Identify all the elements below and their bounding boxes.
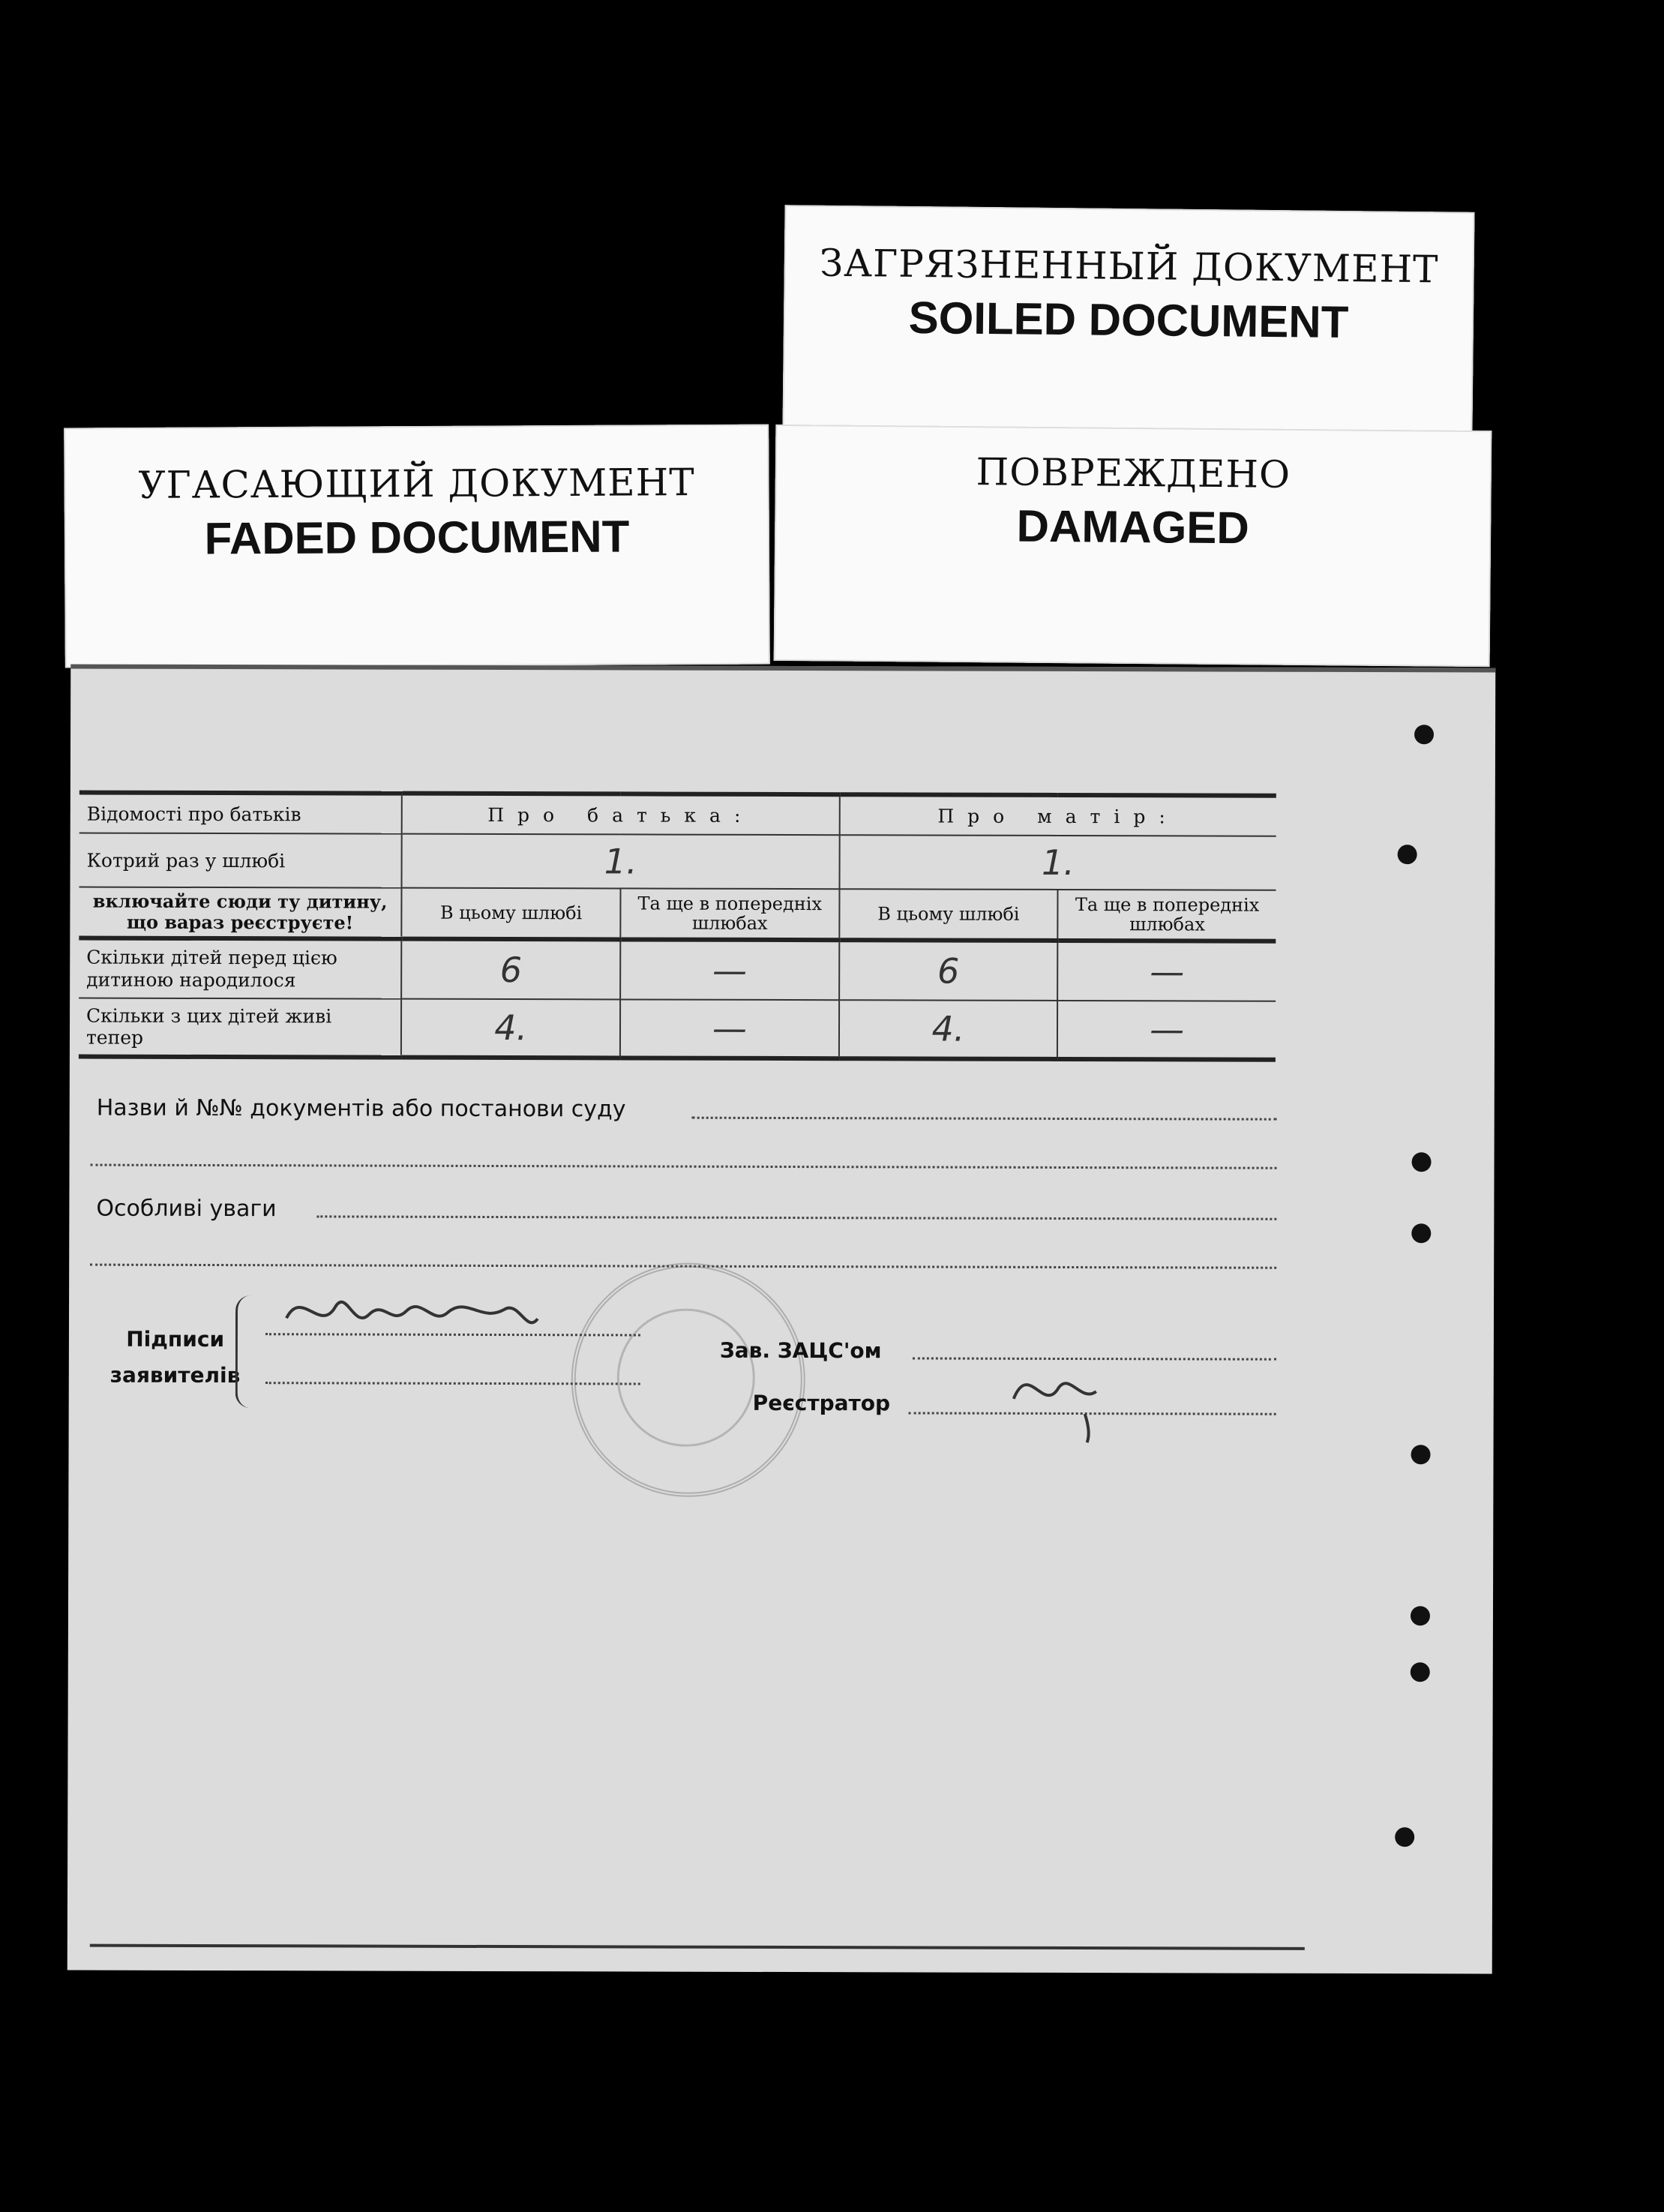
damaged-label-ru: ПОВРЕЖДЕНО [976, 450, 1291, 497]
mother-previous-header: Та ще в попередніх шлюбах [1058, 890, 1276, 941]
header-father: Про батька: [402, 794, 839, 836]
table-header-row [79, 793, 1276, 836]
alive-father-this: 4. [401, 999, 620, 1058]
soiled-label-en: SOILED DOCUMENT [908, 292, 1349, 348]
documents-label: Назви й №№ документів або постанови суду [96, 1094, 626, 1123]
include-note: включайте сюди ту дитину, що вараз реєструєте! [79, 887, 402, 939]
damaged-document-card [774, 425, 1492, 667]
bottom-rule [90, 1944, 1305, 1950]
table-row-born [79, 938, 1276, 1001]
binding-hole [1411, 1606, 1430, 1625]
marriage-mother-value: 1. [839, 835, 1276, 890]
marriage-father-value: 1. [402, 834, 839, 890]
binding-hole [1395, 1827, 1414, 1847]
alive-label: Скільки з цих дітей живі тепер [79, 998, 402, 1058]
damaged-label-en: DAMAGED [1016, 500, 1250, 554]
applicants-signatures-label [110, 1322, 241, 1394]
applicant-signature-scribble [279, 1280, 609, 1349]
alive-father-prev: — [620, 999, 839, 1058]
born-mother-this: 6 [839, 940, 1058, 1001]
table-row-include [79, 887, 1276, 941]
faded-document-card [64, 425, 770, 668]
documents-dotted-line-2 [91, 1164, 1277, 1169]
registrar-signature-scribble [999, 1346, 1134, 1444]
mother-this-marriage-header: В цьому шлюбі [839, 889, 1058, 941]
born-label: Скільки дітей перед цією дитиною народилося [79, 938, 402, 999]
faded-label-en: FADED DOCUMENT [204, 511, 630, 564]
remarks-label: Особливі уваги [96, 1195, 277, 1223]
soiled-document-card [782, 205, 1474, 437]
binding-hole [1411, 1662, 1430, 1682]
binding-hole [1412, 1152, 1432, 1172]
signatures-label-line2: заявителів [109, 1362, 241, 1388]
record-sheet [67, 665, 1496, 1974]
binding-hole [1414, 725, 1434, 744]
father-previous-header: Та ще в попередніх шлюбах [620, 888, 839, 940]
signatures-label-line1: Підписи [126, 1326, 225, 1352]
documents-dotted-line [692, 1117, 1277, 1121]
table-row-alive [79, 998, 1276, 1060]
signature-dotted-line-2 [265, 1382, 640, 1385]
registrar-label: Реєстратор [752, 1390, 891, 1416]
header-col-parents: Відомості про батьків [79, 793, 403, 834]
soiled-label-ru: ЗАГРЯЗНЕННЫЙ ДОКУМЕНТ [819, 241, 1439, 292]
head-of-office-label: Зав. ЗАЦС'ом [719, 1337, 882, 1364]
header-mother: Про матір: [839, 794, 1276, 836]
born-mother-prev: — [1057, 941, 1276, 1001]
binding-hole [1411, 1223, 1431, 1243]
father-this-marriage-header: В цьому шлюбі [402, 888, 621, 940]
alive-mother-prev: — [1057, 1001, 1276, 1060]
binding-hole [1411, 1445, 1430, 1464]
signatures-brace [235, 1295, 254, 1408]
born-father-prev: — [620, 939, 839, 1000]
faded-label-ru: УГАСАЮЩИЙ ДОКУМЕНТ [138, 461, 695, 507]
marriage-label: Котрий раз у шлюбі [79, 833, 403, 888]
born-father-this: 6 [402, 939, 621, 1000]
parents-info-table [79, 791, 1276, 1062]
alive-mother-this: 4. [839, 1000, 1058, 1059]
binding-hole [1398, 845, 1417, 864]
table-row-marriage [79, 833, 1276, 890]
remarks-dotted-line [316, 1215, 1276, 1220]
